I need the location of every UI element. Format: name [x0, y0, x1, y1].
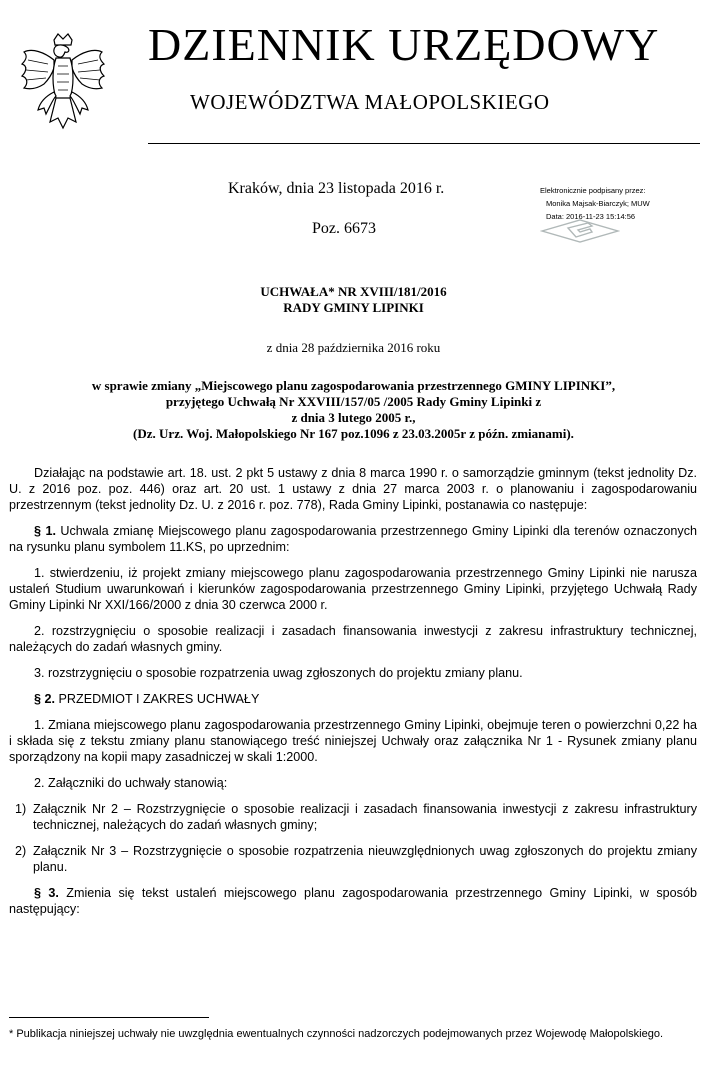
section-2-point-1: 1. Zmiana miejscowego planu zagospodarowania przestrzennego Gminy Lipinki, obejmuje teren o powierzchni 0,22 ha i składa się z tekstu zmiany planu stanowiącego treść niniejszej Uchwały oraz załącznika Nr 1 - Rysunek zmiany planu sporządzony na kopii mapy zasadniczej w skali 1:2000.	[9, 718, 697, 764]
section-1-point-3: 3. rozstrzygnięciu o sposobie rozpatrzenia uwag zgłoszonych do projektu zmiany planu.	[34, 666, 523, 680]
footnote-divider	[9, 1017, 209, 1018]
masthead-subtitle: WOJEWÓDZTWA MAŁOPOLSKIEGO	[190, 90, 550, 114]
section-2-mark: § 2.	[34, 692, 56, 706]
list-item-2-text: Załącznik Nr 3 – Rozstrzygnięcie o sposobie rozpatrzenia nieuwzględnionych uwag zgłoszonych do projektu zmiany planu.	[33, 844, 697, 874]
eagle-emblem-icon	[18, 30, 108, 140]
section-1-text: Uchwala zmianę Miejscowego planu zagospodarowania przestrzennego Gminy Lipinki dla terenów oznaczonych na rysunku planu symbolem 11.KS, po uprzednim:	[9, 524, 697, 554]
section-1-point-2: 2. rozstrzygnięciu o sposobie realizacji i zasadach finansowania inwestycji z zakresu infrastruktury technicznej, należących do zadań własnych gminy.	[9, 624, 697, 654]
section-2-heading: PRZEDMIOT I ZAKRES UCHWAŁY	[55, 692, 260, 706]
footnote: * Publikacja niniejszej uchwały nie uwzględnia ewentualnych czynności nadzorczych podejmowanych przez Wojewodę Małopolskiego.	[9, 1028, 664, 1040]
act-subject	[0, 378, 707, 442]
section-1	[9, 523, 697, 555]
signature-date: Data: 2016-11-23 15:14:56	[546, 212, 636, 221]
act-subject-line-2: przyjętego Uchwałą Nr XXVIII/157/05 /2005 Rady Gminy Lipinki z	[165, 394, 542, 409]
signature-line-1: Elektronicznie podpisany przez:	[540, 186, 646, 195]
masthead-divider	[148, 143, 700, 144]
intro-paragraph: Działając na podstawie art. 18. ust. 2 pkt 5 ustawy z dnia 8 marca 1990 r. o samorządzie gminnym (tekst jednolity Dz. U. z 2016 poz. poz. 446) oraz art. 20 ust. 1 ustawy z dnia 27 marca 2003 r. o planowaniu i zagospodarowaniu przestrzennym (tekst jednolity Dz. U. z 2016 r. poz. 778), Rada Gminy Lipinki, postanawia co następuje:	[9, 466, 697, 512]
act-title-number: UCHWAŁA* NR XVIII/181/2016	[260, 284, 447, 299]
section-2-list-item-1	[9, 801, 697, 833]
section-1-mark: § 1.	[34, 524, 56, 538]
signature-signer: Monika Majsak-Biarczyk; MUW	[546, 199, 650, 208]
list-item-2-number: 2)	[15, 844, 27, 858]
section-3-mark: § 3.	[34, 886, 59, 900]
section-2	[9, 691, 697, 707]
place-date: Kraków, dnia 23 listopada 2016 r.	[228, 180, 445, 197]
section-2-point-2: 2. Załączniki do uchwały stanowią:	[34, 776, 228, 790]
section-1-point-1: 1. stwierdzeniu, iż projekt zmiany miejscowego planu zagospodarowania przestrzennego Gminy Lipinki nie narusza ustaleń Studium uwarunkowań i kierunków zagospodarowania przestrzennego Gminy Lipinki, przyjętego Uchwałą Rady Gminy Lipinki Nr XXI/166/2000 z dnia 30 czerwca 2000 r.	[9, 566, 697, 612]
section-3	[9, 885, 697, 917]
section-2-list-item-2	[9, 843, 697, 875]
masthead-title: DZIENNIK URZĘDOWY	[148, 19, 660, 70]
signature-stamp-icon	[540, 218, 620, 244]
act-date: z dnia 28 października 2016 roku	[266, 340, 441, 355]
act-title	[0, 284, 707, 316]
act-subject-line-1: w sprawie zmiany „Miejscowego planu zagospodarowania przestrzennego GMINY LIPINKI”,	[91, 378, 616, 393]
act-title-issuer: RADY GMINY LIPINKI	[283, 300, 424, 315]
position-number: Poz. 6673	[312, 220, 376, 237]
list-item-1-text: Załącznik Nr 2 – Rozstrzygnięcie o sposobie realizacji i zasadach finansowania inwestycji z zakresu infrastruktury technicznej, należących do zadań własnych gminy;	[33, 802, 697, 832]
section-3-text: Zmienia się tekst ustaleń miejscowego planu zagospodarowania przestrzennego Gminy Lipinki, w sposób następujący:	[9, 886, 697, 916]
act-body	[9, 465, 697, 927]
act-subject-line-3: z dnia 3 lutego 2005 r.,	[291, 410, 416, 425]
act-subject-line-4: (Dz. Urz. Woj. Małopolskiego Nr 167 poz.1096 z 23.03.2005r z późn. zmianami).	[133, 426, 574, 441]
list-item-1-number: 1)	[15, 802, 27, 816]
